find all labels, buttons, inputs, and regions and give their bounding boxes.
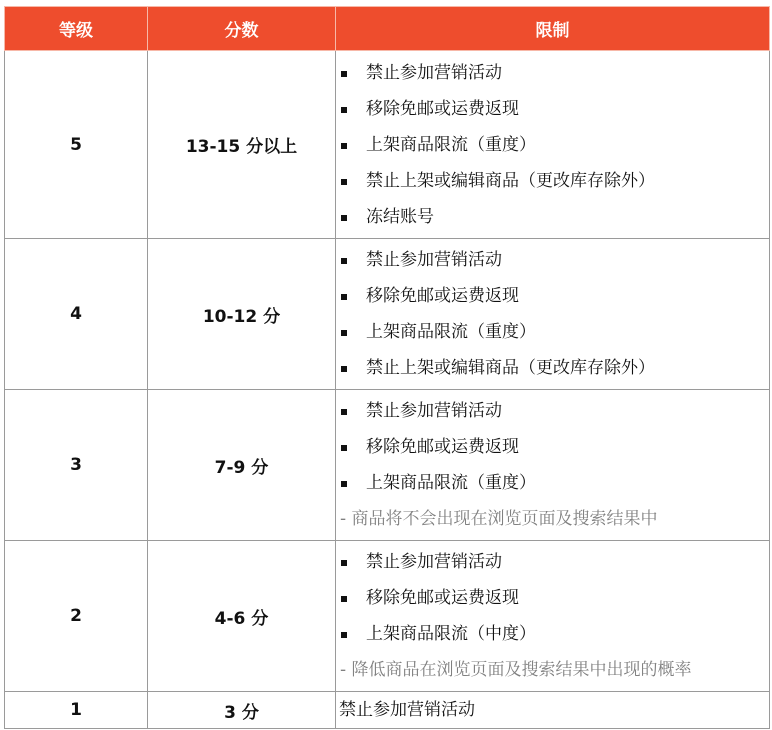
restriction-item: 禁止参加营销活动 [336, 544, 769, 580]
header-level: 等级 [5, 7, 148, 51]
header-score: 分数 [148, 7, 336, 51]
restriction-list [336, 544, 769, 652]
restriction-list [336, 55, 769, 235]
restriction-item: 移除免邮或运费返现 [336, 580, 769, 616]
penalty-levels-table [4, 6, 770, 729]
restriction-cell [336, 541, 770, 692]
restriction-note: - 降低商品在浏览页面及搜索结果中出现的概率 [340, 660, 692, 680]
level-cell: 4 [5, 239, 148, 390]
restriction-cell [336, 692, 770, 729]
score-cell: 3 分 [148, 692, 336, 729]
table-row [5, 239, 770, 390]
restriction-item: 禁止参加营销活动 [336, 393, 769, 429]
table-header-row [5, 7, 770, 51]
table-row [5, 51, 770, 239]
restriction-list [336, 242, 769, 386]
restriction-item: 上架商品限流（重度） [336, 127, 769, 163]
restriction-item: 上架商品限流（重度） [336, 465, 769, 501]
restriction-item: 移除免邮或运费返现 [336, 429, 769, 465]
restriction-item: 上架商品限流（中度） [336, 616, 769, 652]
level-cell: 5 [5, 51, 148, 239]
restriction-cell [336, 239, 770, 390]
level-cell: 2 [5, 541, 148, 692]
restriction-item: 禁止上架或编辑商品（更改库存除外） [336, 350, 769, 386]
restriction-item: 冻结账号 [336, 199, 769, 235]
header-restriction: 限制 [336, 7, 770, 51]
restriction-text: 禁止参加营销活动 [339, 700, 475, 720]
restriction-note: - 商品将不会出现在浏览页面及搜索结果中 [340, 509, 658, 529]
score-cell: 7-9 分 [148, 390, 336, 541]
restriction-cell [336, 51, 770, 239]
restriction-cell [336, 390, 770, 541]
score-cell: 10-12 分 [148, 239, 336, 390]
table-row [5, 692, 770, 729]
restriction-item: 禁止上架或编辑商品（更改库存除外） [336, 163, 769, 199]
level-cell: 1 [5, 692, 148, 729]
restriction-item: 上架商品限流（重度） [336, 314, 769, 350]
score-cell: 4-6 分 [148, 541, 336, 692]
restriction-item: 移除免邮或运费返现 [336, 91, 769, 127]
restriction-list [336, 393, 769, 501]
restriction-item: 禁止参加营销活动 [336, 242, 769, 278]
table-row [5, 390, 770, 541]
level-cell: 3 [5, 390, 148, 541]
table-row [5, 541, 770, 692]
penalty-table-container [4, 6, 770, 729]
score-cell: 13-15 分以上 [148, 51, 336, 239]
restriction-item: 禁止参加营销活动 [336, 55, 769, 91]
restriction-item: 移除免邮或运费返现 [336, 278, 769, 314]
